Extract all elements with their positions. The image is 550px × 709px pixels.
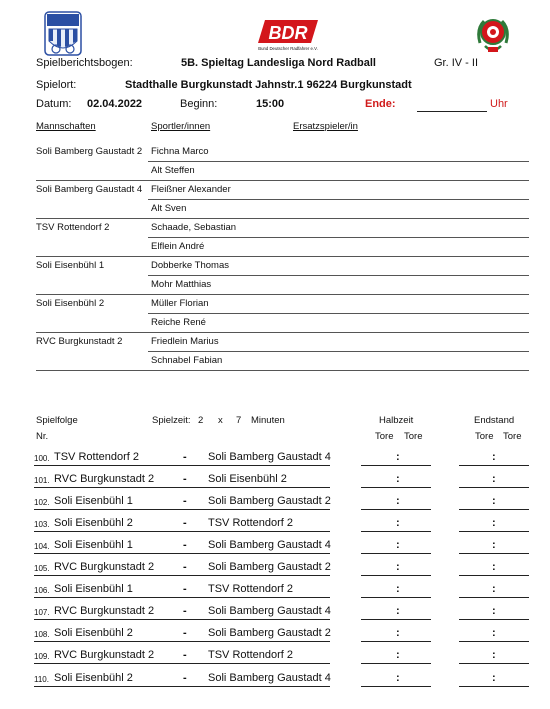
roster-player-name: Dobberke Thomas: [151, 260, 229, 271]
roster-row-line: [36, 370, 529, 371]
roster-player-name: Mohr Matthias: [151, 279, 212, 290]
final-score-line[interactable]: [459, 686, 529, 687]
schedule-nr-label: Nr.: [36, 431, 49, 442]
halftime-score-colon: :: [396, 649, 400, 661]
game-row-line: [34, 575, 330, 576]
game-home-team: Soli Eisenbühl 1: [54, 495, 133, 507]
game-row-line: [34, 619, 330, 620]
game-home-team: Soli Eisenbühl 2: [54, 627, 133, 639]
halftime-score-line[interactable]: [361, 553, 431, 554]
game-home-team: RVC Burgkunstadt 2: [54, 605, 155, 617]
final-score-line[interactable]: [459, 641, 529, 642]
game-away-team: TSV Rottendorf 2: [208, 517, 293, 529]
roster-row-line: [36, 256, 529, 257]
game-number: 105.: [34, 564, 50, 573]
game-row-line: [34, 531, 330, 532]
roster-col-teams: Mannschaften: [36, 121, 96, 132]
game-dash: -: [183, 649, 187, 661]
roster-row-line: [36, 180, 529, 181]
final-score-line[interactable]: [459, 531, 529, 532]
halftime-goals-home-label: Tore: [375, 431, 394, 442]
halftime-score-colon: :: [396, 539, 400, 551]
game-number: 100.: [34, 454, 50, 463]
final-score-line[interactable]: [459, 509, 529, 510]
game-home-team: Soli Eisenbühl 1: [54, 539, 133, 551]
final-score-colon: :: [492, 539, 496, 551]
game-number: 110.: [34, 675, 49, 684]
game-row-line: [34, 553, 330, 554]
halftime-score-line[interactable]: [361, 531, 431, 532]
game-dash: -: [183, 495, 187, 507]
halftime-score-colon: :: [396, 451, 400, 463]
halftime-score-colon: :: [396, 672, 400, 684]
bdr-logo-text: BDR: [268, 23, 308, 43]
game-away-team: TSV Rottendorf 2: [208, 649, 293, 661]
roster-player-name: Schaade, Sebastian: [151, 222, 237, 233]
roster-col-subs: Ersatzspieler/in: [293, 121, 358, 132]
roster-team-name: Soli Eisenbühl 2: [36, 298, 105, 309]
roster-row-line: [36, 218, 529, 219]
report-label: Spielberichtsbogen:: [36, 57, 133, 69]
game-dash: -: [183, 583, 187, 595]
game-number: 103.: [34, 520, 50, 529]
game-number: 104.: [34, 542, 50, 551]
final-score-colon: :: [492, 495, 496, 507]
game-away-team: Soli Bamberg Gaustadt 4: [208, 451, 331, 463]
final-score-line[interactable]: [459, 465, 529, 466]
halftime-goals-away-label: Tore: [404, 431, 423, 442]
game-home-team: Soli Eisenbühl 1: [54, 583, 133, 595]
roster-player-name: Fleißner Alexander: [151, 184, 231, 195]
game-away-team: Soli Bamberg Gaustadt 4: [208, 672, 331, 684]
roster-row-line: [148, 275, 529, 276]
game-dash: -: [183, 517, 187, 529]
event-title: 5B. Spieltag Landesliga Nord Radball: [181, 57, 376, 69]
game-row-line: [34, 597, 330, 598]
game-dash: -: [183, 473, 187, 485]
playtime-unit: Minuten: [251, 415, 285, 426]
date-label: Datum:: [36, 98, 72, 110]
halftime-score-line[interactable]: [361, 575, 431, 576]
game-row-line: [34, 487, 330, 488]
roster-row-line: [36, 332, 529, 333]
game-number: 109.: [34, 652, 50, 661]
roster-player-name: Schnabel Fabian: [151, 355, 223, 366]
roster-player-name: Alt Steffen: [151, 165, 195, 176]
halftime-score-colon: :: [396, 495, 400, 507]
game-dash: -: [183, 561, 187, 573]
game-number: 107.: [34, 608, 50, 617]
game-away-team: Soli Bamberg Gaustadt 2: [208, 627, 331, 639]
roster-col-players: Sportler/innen: [151, 121, 211, 132]
roster-player-name: Elflein André: [151, 241, 205, 252]
game-home-team: RVC Burgkunstadt 2: [54, 649, 155, 661]
game-row-line: [34, 509, 330, 510]
playtime-minutes: 7: [236, 415, 242, 426]
final-score-line[interactable]: [459, 487, 529, 488]
bdr-logo-subtext: Bund Deutscher Radfahrer e.V.: [258, 46, 318, 51]
game-number: 102.: [34, 498, 50, 507]
game-away-team: Soli Bamberg Gaustadt 4: [208, 539, 331, 551]
game-number: 108.: [34, 630, 50, 639]
roster-player-name: Friedlein Marius: [151, 336, 219, 347]
final-score-line[interactable]: [459, 597, 529, 598]
final-goals-away-label: Tore: [503, 431, 522, 442]
final-score-line[interactable]: [459, 663, 529, 664]
date-value: 02.04.2022: [87, 98, 143, 110]
roster-row-line: [36, 294, 529, 295]
game-number: 101.: [34, 476, 50, 485]
end-unit: Uhr: [490, 98, 508, 110]
final-score-colon: :: [492, 451, 496, 463]
roster-row-line: [148, 313, 529, 314]
roster-team-name: RVC Burgkunstadt 2: [36, 336, 123, 347]
roster-player-name: Reiche René: [151, 317, 206, 328]
playtime-x: x: [218, 415, 223, 426]
club-emblem-logo: [474, 13, 512, 55]
final-score-line[interactable]: [459, 619, 529, 620]
venue-value: Stadthalle Burgkunstadt Jahnstr.1 96224 Burgkunstadt: [125, 79, 412, 91]
final-score-line[interactable]: [459, 553, 529, 554]
game-away-team: Soli Bamberg Gaustadt 4: [208, 605, 331, 617]
halftime-score-line[interactable]: [361, 465, 431, 466]
game-dash: -: [183, 451, 187, 463]
halftime-score-colon: :: [396, 583, 400, 595]
group-label: Gr. IV - II: [434, 57, 479, 69]
roster-player-name: Müller Florian: [151, 298, 209, 309]
game-home-team: TSV Rottendorf 2: [54, 451, 139, 463]
final-score-colon: :: [492, 473, 496, 485]
end-label: Ende:: [365, 98, 396, 110]
game-home-team: RVC Burgkunstadt 2: [54, 473, 155, 485]
roster-team-name: Soli Eisenbühl 1: [36, 260, 105, 271]
venue-label: Spielort:: [36, 79, 77, 91]
game-row-line: [34, 465, 330, 466]
halftime-score-line[interactable]: [361, 641, 431, 642]
roster-player-name: Fichna Marco: [151, 146, 209, 157]
game-away-team: TSV Rottendorf 2: [208, 583, 293, 595]
game-away-team: Soli Bamberg Gaustadt 2: [208, 561, 331, 573]
bdr-logo: [257, 19, 319, 53]
final-score-colon: :: [492, 561, 496, 573]
game-away-team: Soli Eisenbühl 2: [208, 473, 287, 485]
end-time-line: [417, 111, 487, 112]
roster-row-line: [148, 237, 529, 238]
schedule-order-label: Spielfolge: [36, 415, 78, 426]
game-dash: -: [183, 605, 187, 617]
game-dash: -: [183, 627, 187, 639]
halftime-score-line[interactable]: [361, 597, 431, 598]
final-score-line[interactable]: [459, 575, 529, 576]
final-score-colon: :: [492, 517, 496, 529]
roster-player-name: Alt Sven: [151, 203, 187, 214]
final-score-colon: :: [492, 605, 496, 617]
halftime-label: Halbzeit: [379, 415, 414, 426]
halftime-score-colon: :: [396, 517, 400, 529]
game-dash: -: [183, 539, 187, 551]
final-score-colon: :: [492, 627, 496, 639]
begin-label: Beginn:: [180, 98, 218, 110]
game-number: 106.: [34, 586, 50, 595]
halftime-score-line[interactable]: [361, 487, 431, 488]
final-goals-home-label: Tore: [475, 431, 494, 442]
roster-team-name: TSV Rottendorf 2: [36, 222, 110, 233]
game-dash: -: [183, 672, 187, 684]
halftime-score-colon: :: [396, 473, 400, 485]
halftime-score-line[interactable]: [361, 663, 431, 664]
halftime-score-colon: :: [396, 627, 400, 639]
game-home-team: Soli Eisenbühl 2: [54, 517, 133, 529]
game-home-team: RVC Burgkunstadt 2: [54, 561, 155, 573]
roster-row-line: [148, 161, 529, 162]
roster-team-name: Soli Bamberg Gaustadt 4: [36, 184, 143, 195]
bayern-radsport-logo: [44, 11, 82, 56]
final-score-colon: :: [492, 672, 496, 684]
roster-team-name: Soli Bamberg Gaustadt 2: [36, 146, 143, 157]
final-score-colon: :: [492, 649, 496, 661]
halftime-score-line[interactable]: [361, 686, 431, 687]
game-home-team: Soli Eisenbühl 2: [54, 672, 133, 684]
game-row-line: [34, 686, 330, 687]
game-away-team: Soli Bamberg Gaustadt 2: [208, 495, 331, 507]
playtime-count: 2: [198, 415, 204, 426]
halftime-score-colon: :: [396, 561, 400, 573]
game-row-line: [34, 663, 330, 664]
final-label: Endstand: [474, 415, 515, 426]
game-row-line: [34, 641, 330, 642]
halftime-score-colon: :: [396, 605, 400, 617]
roster-row-line: [148, 351, 529, 352]
roster-row-line: [148, 199, 529, 200]
halftime-score-line[interactable]: [361, 619, 431, 620]
playtime-label: Spielzeit:: [152, 415, 191, 426]
halftime-score-line[interactable]: [361, 509, 431, 510]
final-score-colon: :: [492, 583, 496, 595]
begin-value: 15:00: [256, 98, 285, 110]
